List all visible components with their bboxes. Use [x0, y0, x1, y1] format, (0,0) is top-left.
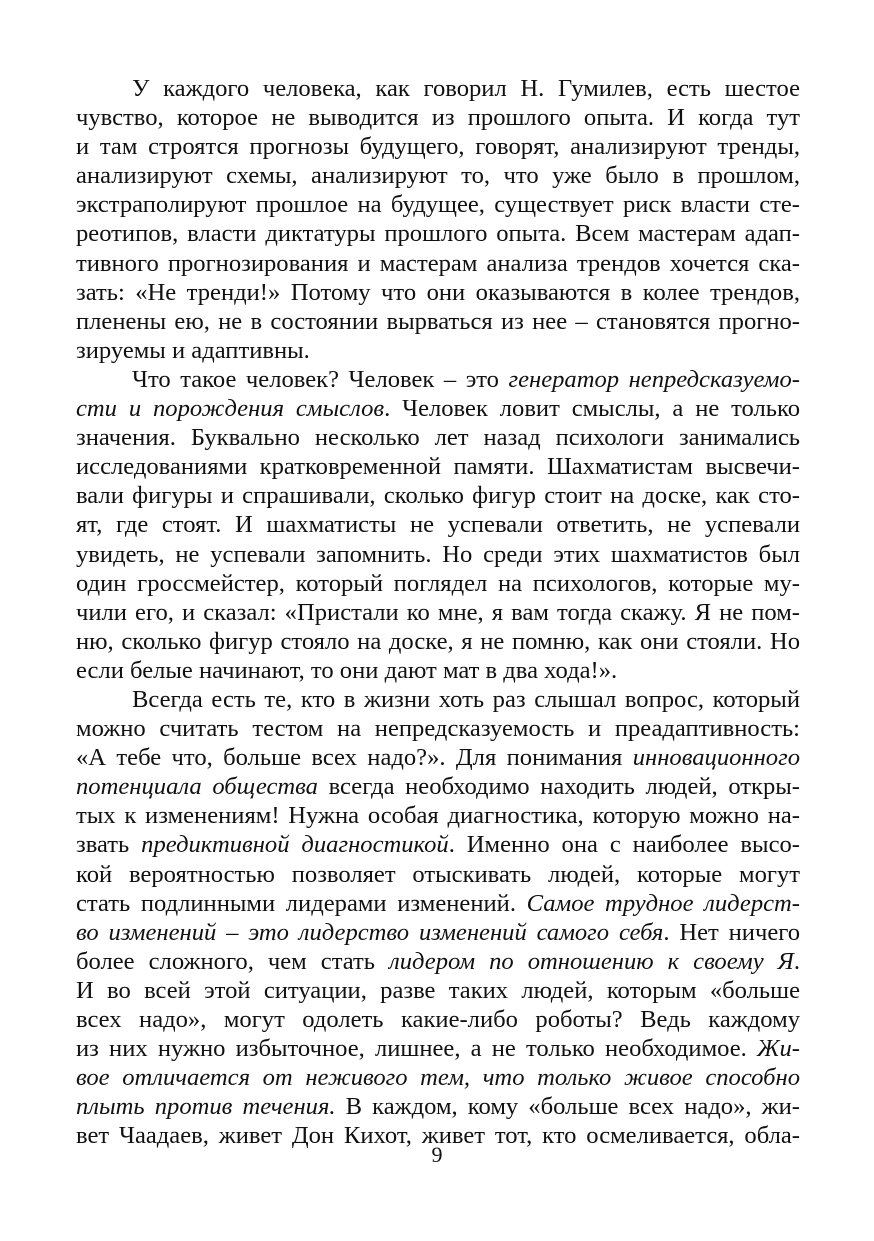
text-line [76, 278, 800, 307]
text-span: и там строятся прогнозы будущего, говорят, анализируют тренды, [76, 133, 800, 161]
text-span: ню, сколько фигур стояло на доске, я не помню, как они стояли. Но [76, 627, 800, 655]
text-span: У каждого человека, как говорил Н. Гумилев, есть шестое [132, 75, 800, 102]
text-line [76, 1092, 800, 1121]
body-text [76, 74, 800, 1150]
italic-span: генератор непредсказуемо- [508, 365, 800, 393]
text-line [76, 772, 800, 801]
text-line [76, 801, 800, 830]
text-span: анализируют схемы, анализируют то, что уже было в прошлом, [76, 162, 800, 190]
text-span: чувство, которое не выводится из прошлого опыта. И когда тут [76, 104, 800, 132]
text-span: . Человек ловит смыслы, а не только [384, 395, 801, 423]
text-line [76, 336, 800, 365]
text-line [76, 685, 800, 714]
text-span: ят, где стоят. И шахматисты не успевали ответить, не успевали [76, 511, 800, 539]
text-line [76, 1063, 800, 1092]
text-line [76, 714, 800, 743]
italic-span: сти и порождения смыслов [76, 395, 385, 423]
text-span: пленены ею, не в состоянии вырваться из нее – становятся прогно- [76, 307, 800, 335]
text-span: В каждом, кому «больше всех надо», жи- [335, 1093, 800, 1121]
text-line [76, 656, 800, 685]
italic-span: Жи- [756, 1035, 800, 1063]
text-span: значения. Буквально несколько лет назад психологи занимались [76, 424, 800, 452]
text-line [76, 307, 800, 336]
text-span: чили его, и сказал: «Пристали ко мне, я вам тогда скажу. Я не пом- [76, 598, 800, 626]
text-line [76, 452, 800, 481]
italic-span: плыть против течения. [76, 1093, 336, 1121]
text-line [76, 540, 800, 569]
text-span: «А тебе что, больше всех надо?». Для понимания [76, 744, 633, 772]
text-span: исследованиями кратковременной памяти. Шахматистам высвечи- [76, 453, 800, 481]
text-span: из них нужно избыточное, лишнее, а не только необходимое. [76, 1035, 757, 1063]
text-line [76, 161, 800, 190]
text-span: тых к изменениям! Нужна особая диагностика, которую можно на- [76, 802, 800, 830]
text-span: стать подлинными лидерами изменений. [76, 889, 527, 917]
text-line [76, 889, 800, 918]
text-line [76, 510, 800, 539]
italic-span: Самое трудное лидерст- [526, 889, 800, 917]
text-line [76, 860, 800, 889]
italic-span: инновационного [632, 744, 800, 772]
text-line [76, 103, 800, 132]
italic-span: потенциала общества [76, 773, 318, 801]
text-span: увидеть, не успевали запомнить. Но среди этих шахматистов был [76, 540, 800, 568]
text-line [76, 743, 800, 772]
text-line [76, 1005, 800, 1034]
text-span: Что такое человек? Человек – это [132, 365, 509, 393]
text-span: экстраполируют прошлое на будущее, существует риск власти сте- [76, 191, 800, 219]
text-span: зать: «Не тренди!» Потому что они оказываются в колее трендов, [76, 278, 800, 306]
text-span: тивного прогнозирования и мастерам анализа трендов хочется ска- [76, 249, 800, 277]
text-span: . Именно она с наиболее высо- [448, 831, 800, 859]
text-span: всегда необходимо находить людей, откры- [317, 773, 800, 801]
text-line [76, 1034, 800, 1063]
text-span: . Нет ничего [663, 918, 801, 946]
text-line [76, 394, 800, 423]
text-line [76, 976, 800, 1005]
text-span: зируемы и адаптивны. [76, 336, 310, 364]
text-span: Всегда есть те, кто в жизни хоть раз слышал вопрос, который [132, 685, 800, 713]
page-number: 9 [431, 1142, 443, 1167]
text-line [76, 481, 800, 510]
text-line [76, 947, 800, 976]
text-span: если белые начинают, то они дают мат в два хода!». [76, 656, 618, 684]
text-span: один гроссмейстер, который поглядел на психологов, которые му- [76, 569, 800, 597]
text-span: всех надо», могут одолеть какие-либо роботы? Ведь каждому [76, 1006, 800, 1033]
text-line [76, 365, 800, 394]
text-span: . [793, 947, 801, 975]
italic-span: лидером по отношению к своему Я [389, 947, 794, 975]
italic-span: предиктивной диагностикой [141, 831, 449, 859]
text-span: реотипов, власти диктатуры прошлого опыта. Всем мастерам адап- [76, 220, 800, 248]
text-span: можно считать тестом на непредсказуемость и преадаптивность: [76, 715, 800, 743]
text-span: вет Чаадаев, живет Дон Кихот, живет тот, кто осмеливается, обла- [76, 1122, 800, 1150]
text-line [76, 830, 800, 859]
text-line [76, 627, 800, 656]
italic-span: вое отличается от неживого тем, что только живое способно [76, 1064, 800, 1092]
text-span: И во всей этой ситуации, разве таких людей, которым «больше [76, 976, 800, 1004]
text-line [76, 249, 800, 278]
text-line [76, 918, 800, 947]
text-line [76, 190, 800, 219]
text-line [76, 74, 800, 103]
text-span: кой вероятностью позволяет отыскивать людей, которые могут [76, 860, 800, 888]
text-span: звать [76, 831, 142, 859]
text-span: вали фигуры и спрашивали, сколько фигур стоит на доске, как сто- [76, 482, 800, 510]
text-span: более сложного, чем стать [76, 947, 390, 975]
text-line [76, 423, 800, 452]
text-line [76, 219, 800, 248]
text-line [76, 569, 800, 598]
text-line [76, 598, 800, 627]
text-line [76, 132, 800, 161]
italic-span: во изменений – это лидерство изменений самого себя [76, 918, 664, 946]
